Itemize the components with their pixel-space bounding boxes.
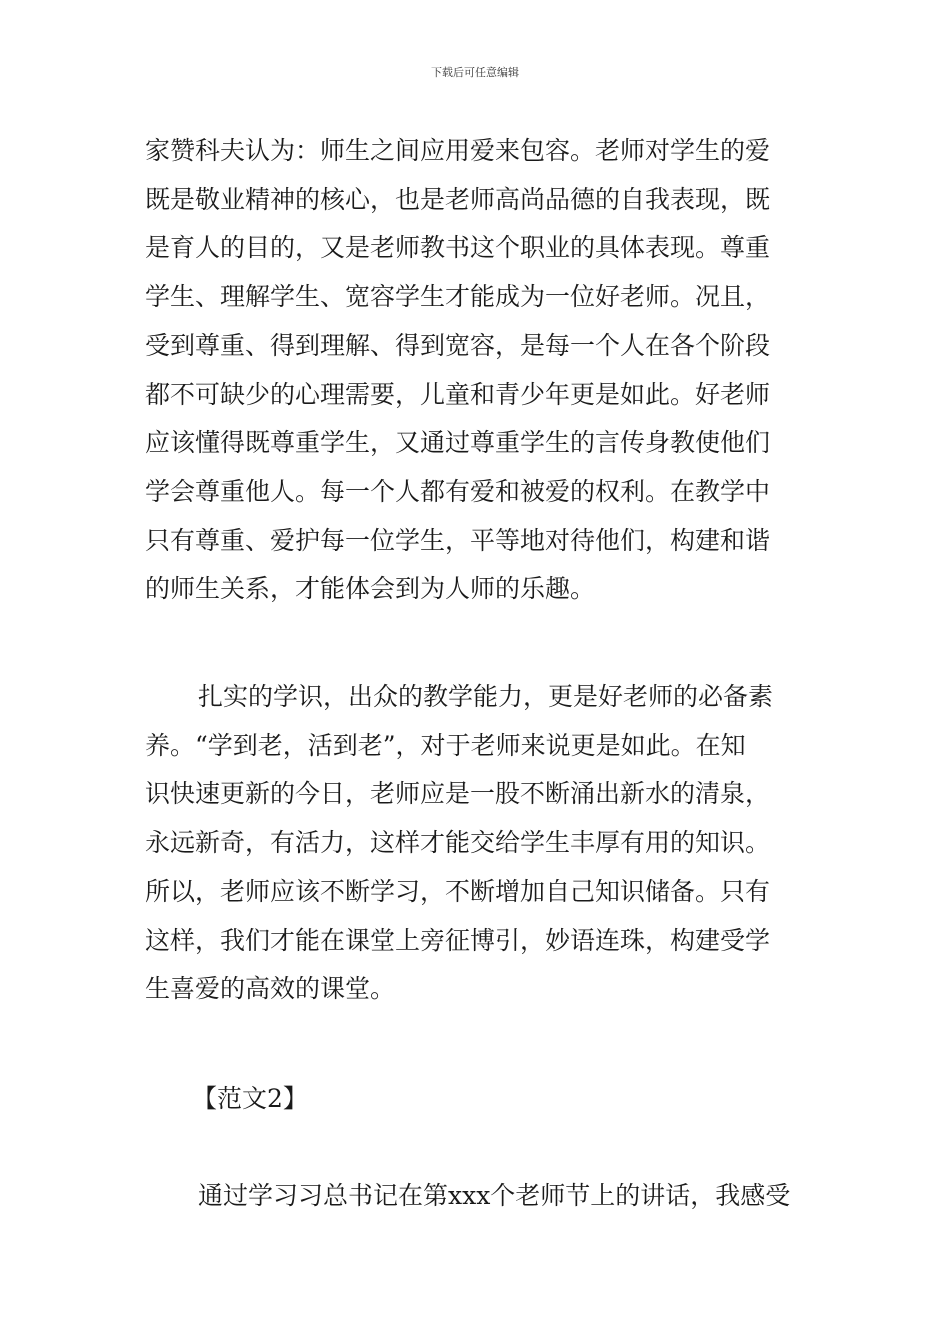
text-line: 应该懂得既尊重学生，又通过尊重学生的言传身教使他们	[145, 428, 771, 458]
text-line: 是育人的目的，又是老师教书这个职业的具体表现。尊重	[145, 233, 771, 263]
text-line: 所以，老师应该不断学习，不断增加自己知识储备。只有	[145, 876, 771, 906]
paragraph-opening	[145, 1172, 810, 1221]
text-line: 学会尊重他人。每一个人都有爱和被爱的权利。在教学中	[145, 476, 771, 506]
text-line: 只有尊重、爱护每一位学生，平等地对待他们，构建和谐	[145, 525, 771, 555]
text-line: 通过学习习总书记在第xxx个老师节上的讲话，我感受	[198, 1181, 791, 1210]
text-line: 既是敬业精神的核心，也是老师高尚品德的自我表现，既	[145, 184, 771, 214]
text-line: 家赞科夫认为：师生之间应用爱来包容。老师对学生的爱	[145, 136, 771, 165]
text-line: 识快速更新的今日，老师应是一股不断涌出新水的清泉，	[145, 779, 771, 809]
text-line: 的师生关系，才能体会到为人师的乐趣。	[145, 574, 596, 604]
page-header: 下载后可任意编辑	[431, 66, 519, 79]
section-heading	[145, 1075, 810, 1124]
text-line: 受到尊重、得到理解、得到宽容，是每一个人在各个阶段	[145, 330, 771, 360]
text-line: 生喜爱的高效的课堂。	[145, 974, 396, 1004]
paragraph-knowledge	[145, 673, 810, 1014]
paragraph-teacher-love	[145, 127, 810, 614]
section-title: 【范文2】	[192, 1084, 308, 1113]
text-line: 永远新奇，有活力，这样才能交给学生丰厚有用的知识。	[145, 828, 771, 858]
text-line: 学生、理解学生、宽容学生才能成为一位好老师。况且，	[145, 282, 771, 312]
text-line: 这样，我们才能在课堂上旁征博引，妙语连珠，构建受学	[145, 925, 771, 955]
text-line: 都不可缺少的心理需要，儿童和青少年更是如此。好老师	[145, 379, 771, 409]
text-line: 养。“学到老，活到老”，对于老师来说更是如此。在知	[145, 730, 746, 760]
text-line: 扎实的学识，出众的教学能力，更是好老师的必备素	[198, 682, 774, 711]
